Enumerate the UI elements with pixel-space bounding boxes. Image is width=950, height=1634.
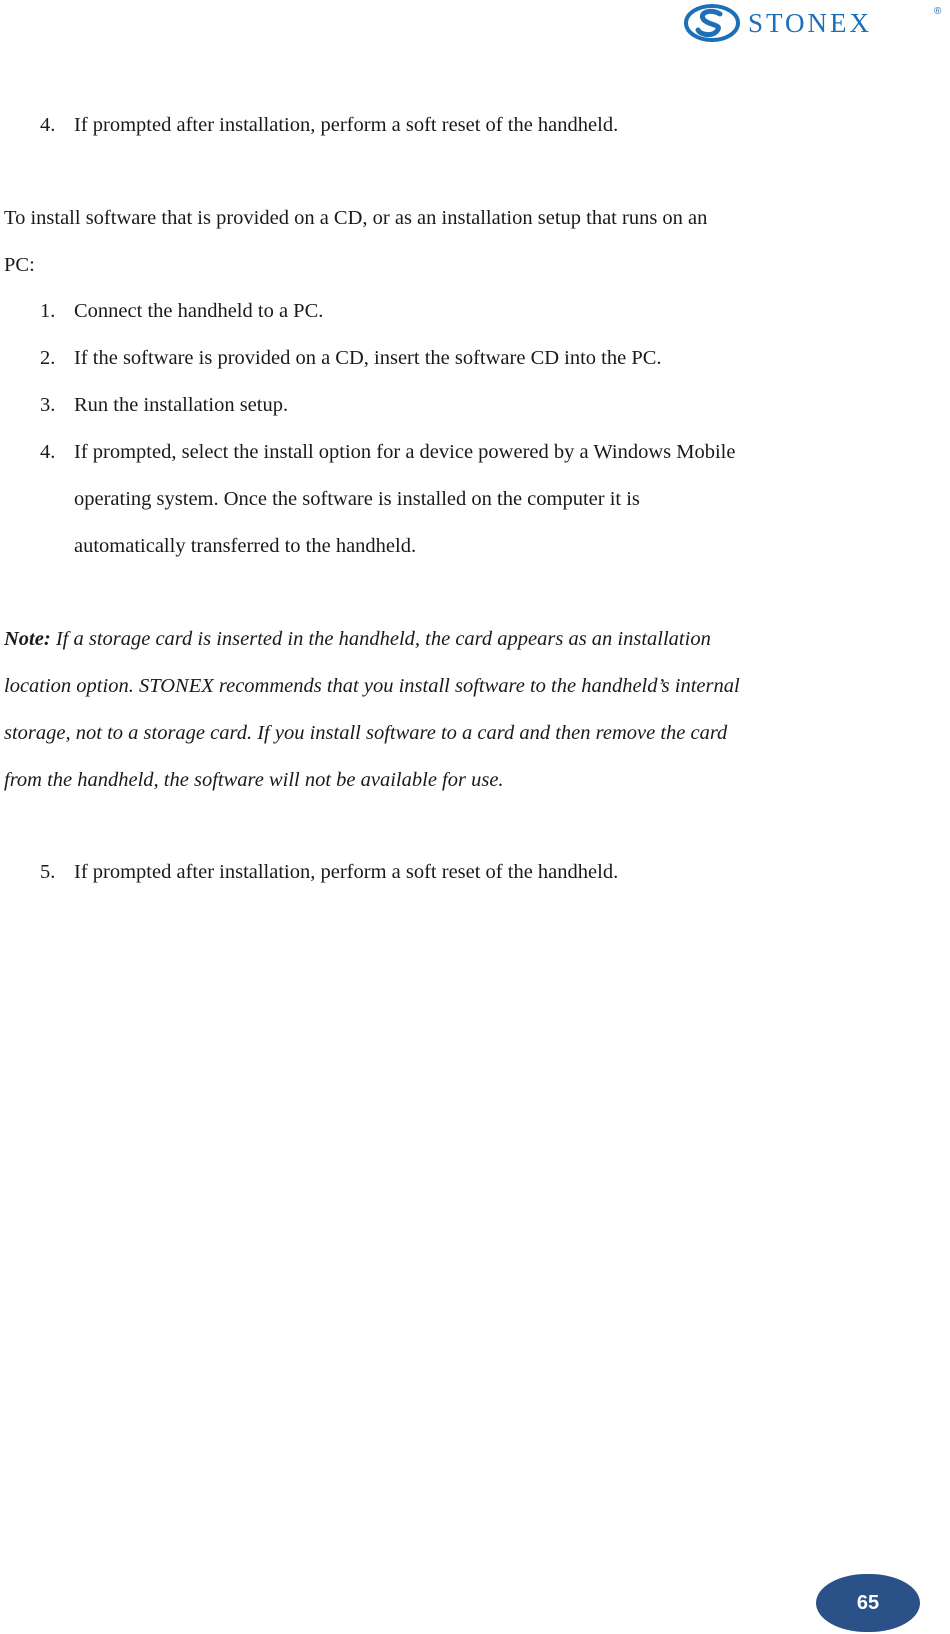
list-number: 5.	[40, 861, 56, 883]
step-text: Connect the handheld to a PC.	[74, 300, 324, 322]
step-text-line-3: automatically transferred to the handheld.	[74, 535, 417, 557]
stonex-s-logo-icon	[680, 2, 948, 44]
stonex-logo	[680, 2, 948, 44]
intro-line-2: PC:	[4, 254, 35, 276]
step-text: If the software is provided on a CD, insert the software CD into the PC.	[74, 347, 662, 369]
list-item-text: If prompted after installation, perform a soft reset of the handheld.	[74, 114, 619, 136]
step-number: 1.	[40, 300, 56, 322]
step-number: 2.	[40, 347, 56, 369]
list-number: 4.	[40, 114, 56, 136]
step-text-line-2: operating system. Once the software is installed on the computer it is	[74, 488, 640, 510]
registered-mark: ®	[934, 6, 942, 17]
page-number: 65	[856, 1591, 880, 1614]
note-label: Note:	[4, 628, 51, 650]
logo-wordmark: STONEX	[748, 8, 873, 38]
step-number: 4.	[40, 441, 56, 463]
note-line-4: from the handheld, the software will not be available for use.	[4, 769, 504, 791]
note-line-3: storage, not to a storage card. If you install software to a card and then remove the card	[4, 722, 728, 744]
intro-line-1: To install software that is provided on a CD, or as an installation setup that runs on an	[4, 207, 708, 229]
note-line-1	[4, 625, 711, 653]
note-text: If a storage card is inserted in the handheld, the card appears as an installation	[50, 628, 711, 650]
step-text-line-1: If prompted, select the install option for a device powered by a Windows Mobile	[74, 441, 736, 463]
step-text: Run the installation setup.	[74, 394, 289, 416]
step-number: 3.	[40, 394, 56, 416]
page-number-badge	[816, 1574, 920, 1632]
note-line-2: location option. STONEX recommends that you install software to the handheld’s internal	[4, 675, 740, 697]
list-item-text: If prompted after installation, perform a soft reset of the handheld.	[74, 861, 619, 883]
